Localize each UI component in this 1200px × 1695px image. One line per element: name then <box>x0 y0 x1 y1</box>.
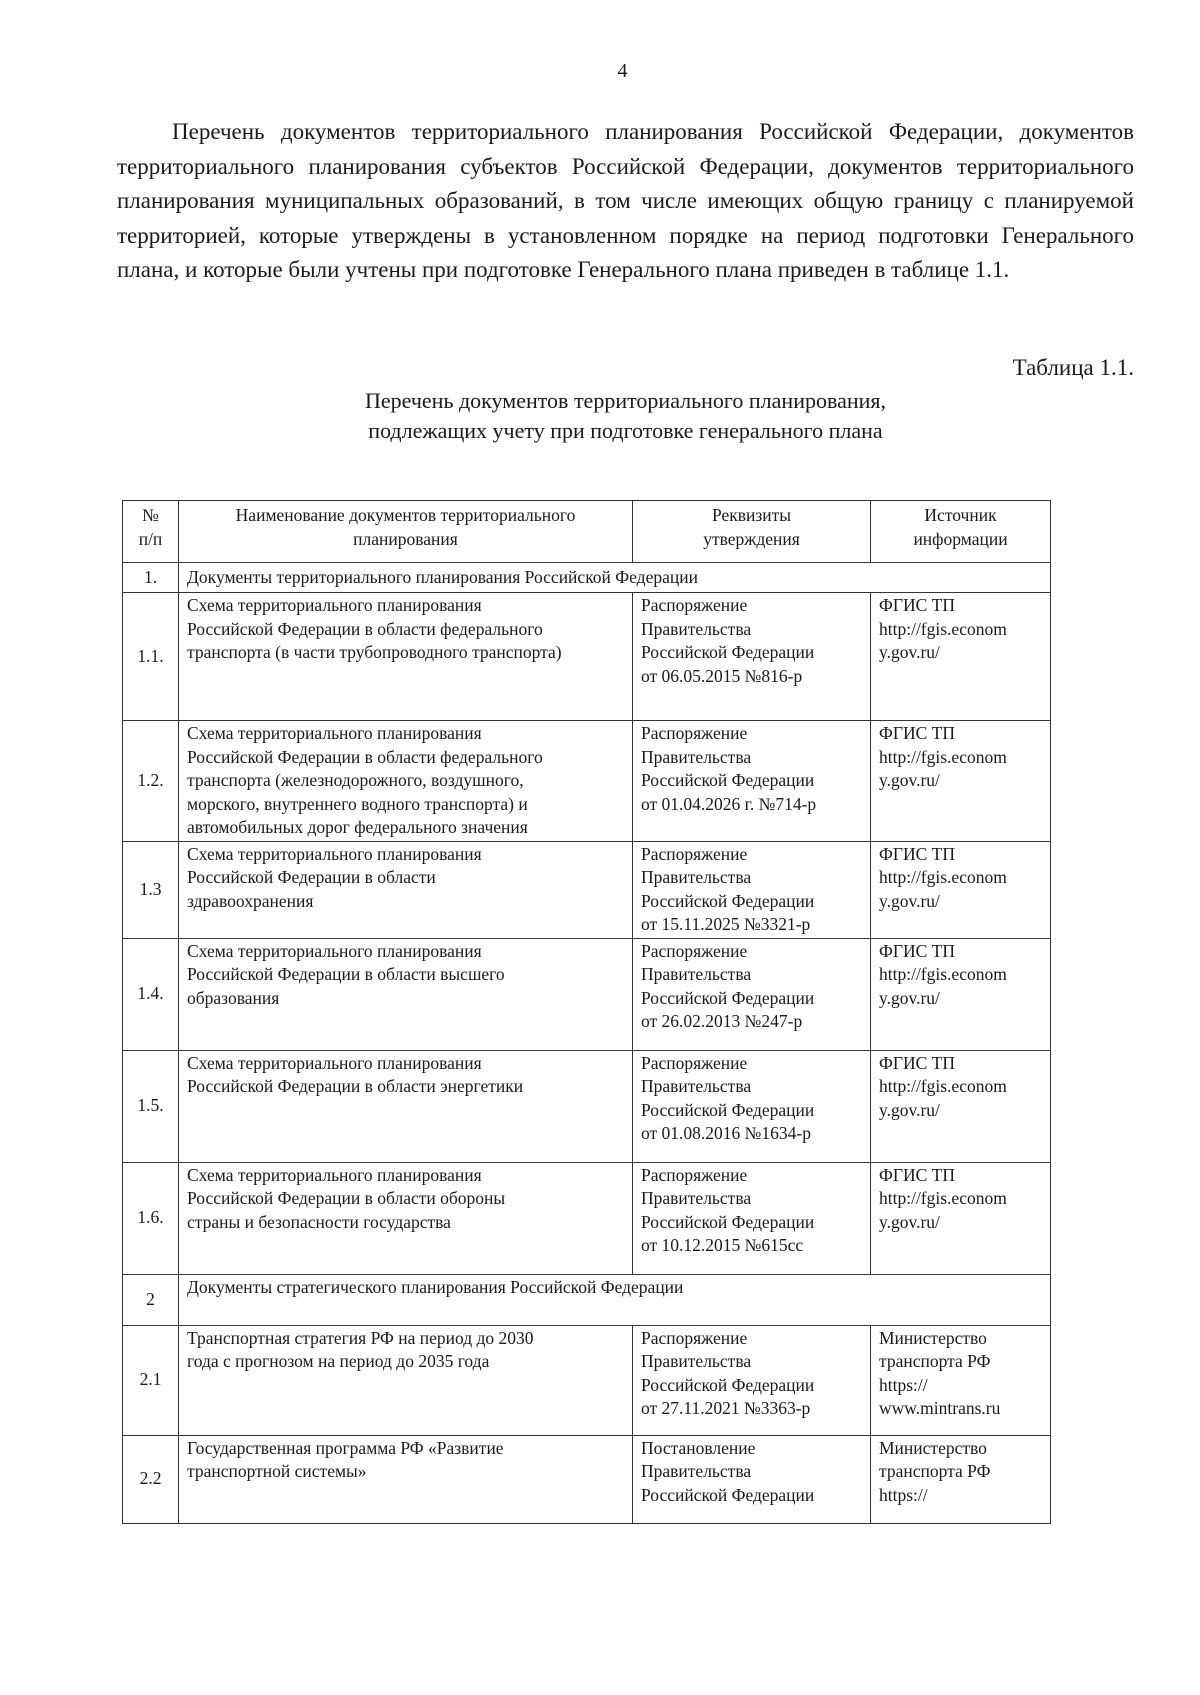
header-num: № п/п <box>123 501 179 563</box>
approval-requisites-line: Распоряжение <box>641 1164 748 1185</box>
approval-requisites-line: от 01.04.2026 г. №714-р <box>641 793 817 814</box>
approval-requisites-line: Правительства <box>641 746 752 767</box>
information-source-line: http://fgis.econom <box>879 1188 1007 1208</box>
information-source-line: y.gov.ru/ <box>879 1099 940 1120</box>
document-name-line: здравоохранения <box>187 890 314 911</box>
information-source-line: ФГИС ТП <box>879 1052 955 1073</box>
approval-requisites <box>633 721 871 842</box>
information-source-line: Министерство <box>879 1437 987 1458</box>
information-source-line: Министерство <box>879 1327 987 1348</box>
approval-requisites-line: Распоряжение <box>641 1327 748 1348</box>
information-source-line: ФГИС ТП <box>879 595 955 615</box>
row-number <box>123 721 179 842</box>
table-row <box>123 1162 1051 1274</box>
document-name-line: Российской Федерации в области обороны <box>187 1188 506 1208</box>
document-name <box>179 1435 633 1523</box>
approval-requisites-line: Российской Федерации <box>641 770 815 790</box>
approval-requisites-line: Постановление <box>641 1437 756 1458</box>
document-name <box>179 1162 633 1274</box>
document-name-line: Государственная программа РФ «Развитие <box>187 1437 504 1458</box>
row-number-line: 1.1. <box>137 645 164 666</box>
information-source-line: http://fgis.econom <box>879 964 1007 984</box>
information-source <box>871 938 1051 1050</box>
row-number <box>123 938 179 1050</box>
information-source-line: y.gov.ru/ <box>879 770 940 790</box>
section-number: 1. <box>123 563 179 593</box>
information-source <box>871 1050 1051 1162</box>
approval-requisites-line: Правительства <box>641 1461 752 1481</box>
document-name-line: Российской Федерации в области энергетики <box>187 1076 524 1096</box>
approval-requisites-line: Распоряжение <box>641 595 748 615</box>
table-title-line-1: Перечень документов территориального планирования, <box>364 388 887 413</box>
approval-requisites-line: Правительства <box>641 867 752 887</box>
document-name <box>179 938 633 1050</box>
row-number <box>123 1325 179 1435</box>
approval-requisites <box>633 1325 871 1435</box>
row-number-line: 2.2 <box>139 1468 162 1489</box>
information-source-line: http://fgis.econom <box>879 1076 1007 1096</box>
approval-requisites-line: Распоряжение <box>641 1052 748 1073</box>
document-name-line: Российской Федерации в области <box>187 867 436 887</box>
information-source-line: y.gov.ru/ <box>879 987 940 1008</box>
table-row <box>123 1435 1051 1523</box>
document-name-line: Схема территориального планирования <box>187 1164 482 1185</box>
document-name-line: года с прогнозом на период до 2035 года <box>187 1351 490 1371</box>
section-row <box>123 1274 1051 1325</box>
row-number <box>123 841 179 938</box>
document-name <box>179 721 633 842</box>
row-number-line: 2.1 <box>139 1369 162 1390</box>
document-name-line: Транспортная стратегия РФ на период до 2030 <box>187 1327 534 1348</box>
approval-requisites <box>633 841 871 938</box>
document-name-line: морского, внутреннего водного транспорта) и <box>187 793 528 814</box>
approval-requisites-line: от 15.11.2025 №3321-р <box>641 914 811 934</box>
information-source-line: ФГИС ТП <box>879 723 955 743</box>
information-source <box>871 593 1051 721</box>
approval-requisites-line: Российской Федерации <box>641 987 815 1008</box>
page-number: 4 <box>617 60 628 82</box>
document-name-line: страны и безопасности государства <box>187 1211 451 1232</box>
table-title <box>117 386 1134 446</box>
document-name-line: образования <box>187 987 280 1008</box>
document-name-line: Схема территориального планирования <box>187 940 482 961</box>
table-row <box>123 1050 1051 1162</box>
information-source-line: ФГИС ТП <box>879 843 955 864</box>
header-source: Источник информации <box>871 501 1051 563</box>
document-name-line: Схема территориального планирования <box>187 843 482 864</box>
document-name-line: Российской Федерации в области федерального <box>187 746 543 767</box>
information-source-line: http://fgis.econom <box>879 867 1007 887</box>
row-number-line: 1.3 <box>139 878 162 899</box>
document-name <box>179 593 633 721</box>
document-name <box>179 841 633 938</box>
approval-requisites-line: Правительства <box>641 1076 752 1096</box>
document-name <box>179 1050 633 1162</box>
information-source <box>871 1162 1051 1274</box>
approval-requisites <box>633 1050 871 1162</box>
row-number <box>123 1435 179 1523</box>
approval-requisites-line: от 27.11.2021 №3363-р <box>641 1398 811 1418</box>
information-source-line: y.gov.ru/ <box>879 1211 940 1232</box>
approval-requisites <box>633 593 871 721</box>
table-row <box>123 938 1051 1050</box>
information-source-line: y.gov.ru/ <box>879 890 940 911</box>
document-name <box>179 1325 633 1435</box>
intro-paragraph: Перечень документов территориального планирования Российской Федерации, документов территориального планирования субъектов Российской Федерации, документов территориального планирования муниципальных образований, в том числе имеющих общую границу с планируемой территорией, которые утверждены в установленном порядке на период подготовки Генерального плана, и которые были учтены при подготовке Генерального плана приведен в таблице 1.1. <box>117 119 1134 282</box>
information-source-line: y.gov.ru/ <box>879 642 940 662</box>
document-name-line: транспортной системы» <box>187 1461 367 1481</box>
approval-requisites <box>633 1162 871 1274</box>
approval-requisites-line: Российской Федерации <box>641 890 815 911</box>
information-source-line: транспорта РФ <box>879 1461 991 1481</box>
row-number-line: 1.5. <box>137 1095 164 1116</box>
approval-requisites-line: Российской Федерации <box>641 642 815 662</box>
information-source-line: ФГИС ТП <box>879 940 955 961</box>
table-row <box>123 841 1051 938</box>
approval-requisites-line: Правительства <box>641 1188 752 1208</box>
information-source-line: https:// <box>879 1484 928 1505</box>
approval-requisites-line: Распоряжение <box>641 723 748 743</box>
approval-requisites-line: Распоряжение <box>641 843 748 864</box>
information-source-line: ФГИС ТП <box>879 1164 955 1185</box>
section-title: Документы стратегического планирования Российской Федерации <box>179 1274 1051 1325</box>
document-name-line: Схема территориального планирования <box>187 595 482 615</box>
approval-requisites-line: от 10.12.2015 №615сс <box>641 1235 804 1255</box>
row-number <box>123 1050 179 1162</box>
row-number-line: 1.4. <box>137 983 164 1004</box>
section-row <box>123 563 1051 593</box>
table-row <box>123 593 1051 721</box>
approval-requisites-line: Российской Федерации <box>641 1211 815 1232</box>
document-name-line: Российской Федерации в области высшего <box>187 964 505 984</box>
table-title-line-2: подлежащих учету при подготовке генерального плана <box>368 418 883 443</box>
document-name-line: транспорта (в части трубопроводного транспорта) <box>187 642 562 662</box>
approval-requisites-line: Правительства <box>641 1351 752 1371</box>
document-name-line: Схема территориального планирования <box>187 723 482 743</box>
approval-requisites <box>633 1435 871 1523</box>
documents-table <box>122 500 1051 1524</box>
header-requisites: Реквизиты утверждения <box>633 501 871 563</box>
row-number <box>123 1162 179 1274</box>
information-source <box>871 1325 1051 1435</box>
approval-requisites-line: Российской Федерации <box>641 1099 815 1120</box>
document-name-line: Российской Федерации в области федерального <box>187 618 543 639</box>
approval-requisites-line: от 06.05.2015 №816-р <box>641 665 803 686</box>
table-body <box>123 563 1051 1524</box>
information-source-line: www.mintrans.ru <box>879 1398 1001 1418</box>
document-name-line: Схема территориального планирования <box>187 1052 482 1073</box>
approval-requisites-line: от 01.08.2016 №1634-р <box>641 1123 811 1143</box>
approval-requisites-line: Правительства <box>641 964 752 984</box>
table-caption: Таблица 1.1. <box>1012 355 1134 380</box>
information-source <box>871 721 1051 842</box>
information-source <box>871 841 1051 938</box>
approval-requisites <box>633 938 871 1050</box>
table-row <box>123 1325 1051 1435</box>
information-source-line: http://fgis.econom <box>879 746 1007 767</box>
approval-requisites-line: Распоряжение <box>641 940 748 961</box>
document-name-line: транспорта (железнодорожного, воздушного, <box>187 770 524 790</box>
information-source-line: транспорта РФ <box>879 1351 991 1371</box>
row-number <box>123 593 179 721</box>
approval-requisites-line: Правительства <box>641 618 752 639</box>
header-name: Наименование документов территориального планирования <box>179 501 633 563</box>
information-source <box>871 1435 1051 1523</box>
section-title: Документы территориального планирования Российской Федерации <box>179 563 1051 593</box>
row-number-line: 1.2. <box>137 770 164 790</box>
section-number: 2 <box>123 1274 179 1325</box>
document-name-line: автомобильных дорог федерального значения <box>187 817 528 837</box>
table-header-row <box>123 501 1051 563</box>
information-source-line: https:// <box>879 1374 928 1395</box>
information-source-line: http://fgis.econom <box>879 618 1007 639</box>
table-row <box>123 721 1051 842</box>
approval-requisites-line: Российской Федерации <box>641 1484 815 1505</box>
approval-requisites-line: Российской Федерации <box>641 1374 815 1395</box>
approval-requisites-line: от 26.02.2013 №247-р <box>641 1011 803 1031</box>
row-number-line: 1.6. <box>137 1207 164 1228</box>
